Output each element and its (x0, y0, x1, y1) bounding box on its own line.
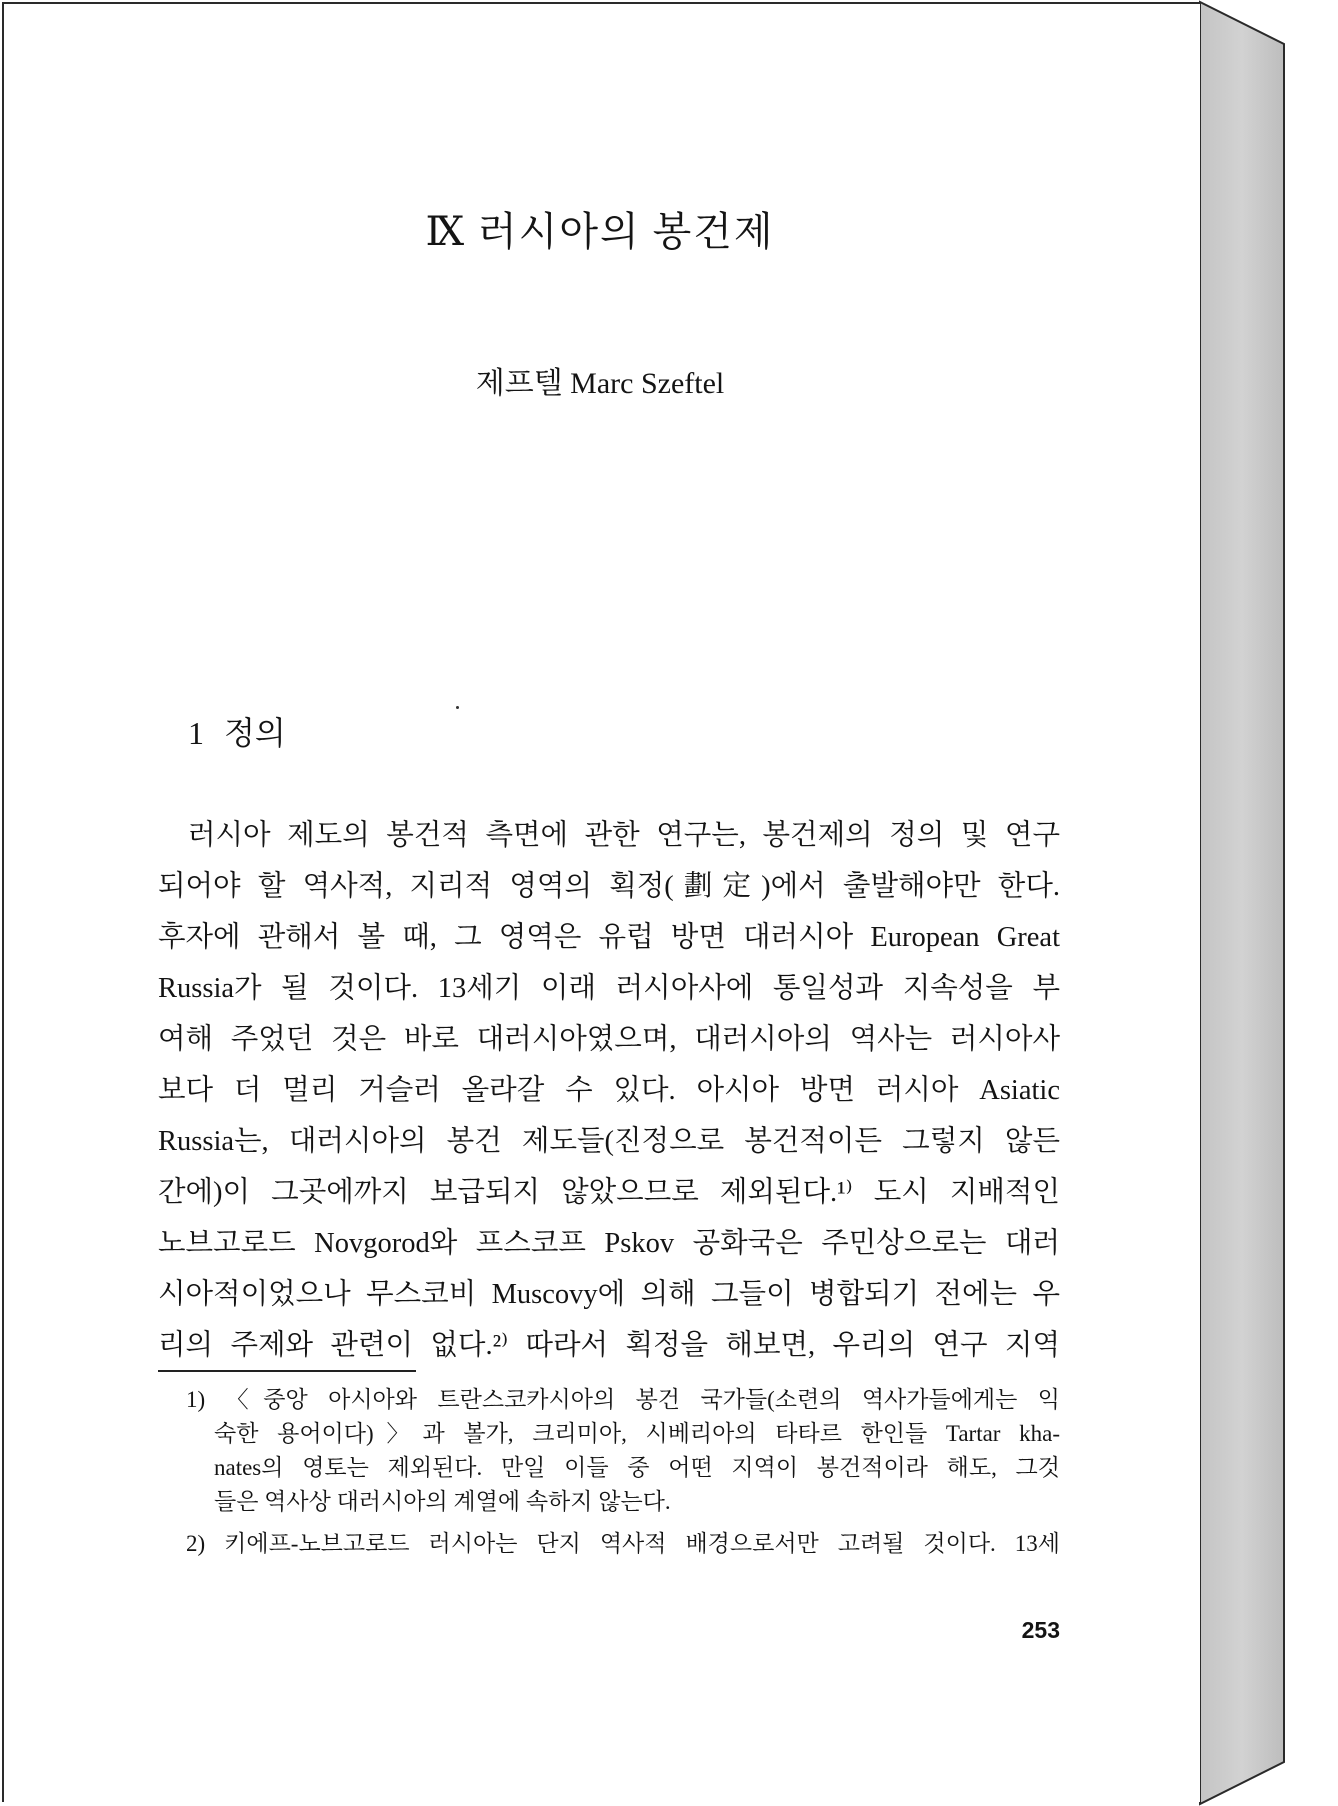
body-line: 시아적이었으나 무스코비 Muscovy에 의해 그들이 병합되기 전에는 우 (158, 1279, 1060, 1310)
body-line: 여해 주었던 것은 바로 대러시아였으며, 대러시아의 역사는 러시아사 (158, 1024, 1060, 1055)
footnote-line: 1) 〈중앙 아시아와 트란스코카시아의 봉건 국가들(소련의 역사가들에게는 익 (186, 1387, 1060, 1412)
body-line: 보다 더 멀리 거슬러 올라갈 수 있다. 아시아 방면 러시아 Asiatic (158, 1075, 1060, 1106)
body-line: 간에)이 그곳에까지 보급되지 않았으므로 제외된다.¹⁾ 도시 지배적인 (158, 1177, 1060, 1208)
body-line: 후자에 관해서 볼 때, 그 영역은 유럽 방면 대러시아 European Great (158, 922, 1060, 953)
body-paragraph (158, 810, 1060, 1371)
author-line: 제프텔 Marc Szeftel (475, 367, 725, 400)
footnotes (186, 1383, 1060, 1561)
chapter-title: Ⅸ 러시아의 봉건제 (425, 209, 775, 254)
footnote-line: 숙한 용어이다)〉과 볼가, 크리미아, 시베리아의 타타르 한인들 Tartar kha- (214, 1421, 1060, 1446)
scan-speck (456, 706, 459, 709)
footnote-line: 들은 역사상 대러시아의 계열에 속하지 않는다. (214, 1489, 671, 1514)
section-title-text: 정의 (224, 715, 286, 751)
body-line: Russia가 될 것이다. 13세기 이래 러시아사에 통일성과 지속성을 부 (158, 973, 1060, 1004)
section-heading (188, 708, 286, 754)
body-line: Russia는, 대러시아의 봉건 제도들(진정으로 봉건적이든 그렇지 않든 (158, 1126, 1060, 1157)
section-number: 1 (188, 715, 204, 751)
footnote-line: nates의 영토는 제외된다. 만일 이들 중 어떤 지역이 봉건적이라 해도, 그것 (214, 1455, 1060, 1480)
page-number: 253 (1021, 1617, 1060, 1643)
footnote-divider (158, 1370, 416, 1372)
body-line: 되어야 할 역사적, 지리적 영역의 획정(劃定)에서 출발해야만 한다. (158, 871, 1060, 902)
body-line: 리의 주제와 관련이 없다.²⁾ 따라서 획정을 해보면, 우리의 연구 지역 (158, 1330, 1060, 1361)
body-line: 노브고로드 Novgorod와 프스코프 Pskov 공화국은 주민상으로는 대러 (158, 1228, 1060, 1259)
footnote-line: 2) 키에프-노브고로드 러시아는 단지 역사적 배경으로서만 고려될 것이다. 13세 (186, 1531, 1060, 1556)
body-line: 러시아 제도의 봉건적 측면에 관한 연구는, 봉건제의 정의 및 연구 (188, 820, 1060, 851)
